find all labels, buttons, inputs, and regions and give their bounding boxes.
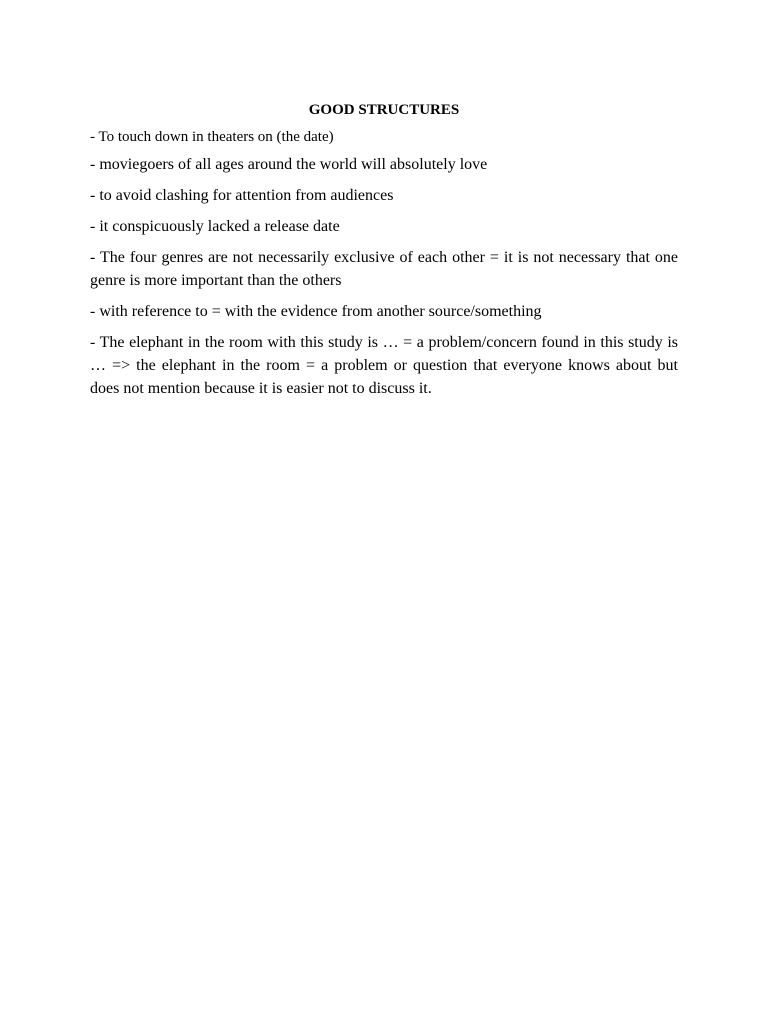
list-item: - The elephant in the room with this study is … = a problem/concern found in this study is … => the elephant in the room = a problem or question that everyone knows about but does not mention because it is easier not to discuss it.: [90, 334, 678, 397]
list-item: - To touch down in theaters on (the date): [90, 129, 334, 145]
list-item: - moviegoers of all ages around the world will absolutely love: [90, 156, 488, 173]
list-item: - to avoid clashing for attention from audiences: [90, 187, 394, 204]
list-item: - it conspicuously lacked a release date: [90, 218, 340, 235]
document-body: [90, 100, 678, 408]
list-item: - The four genres are not necessarily exclusive of each other = it is not necessary that one genre is more important than the others: [90, 249, 678, 289]
document-title: GOOD STRUCTURES: [308, 102, 460, 118]
list-item: - with reference to = with the evidence from another source/something: [90, 303, 542, 320]
